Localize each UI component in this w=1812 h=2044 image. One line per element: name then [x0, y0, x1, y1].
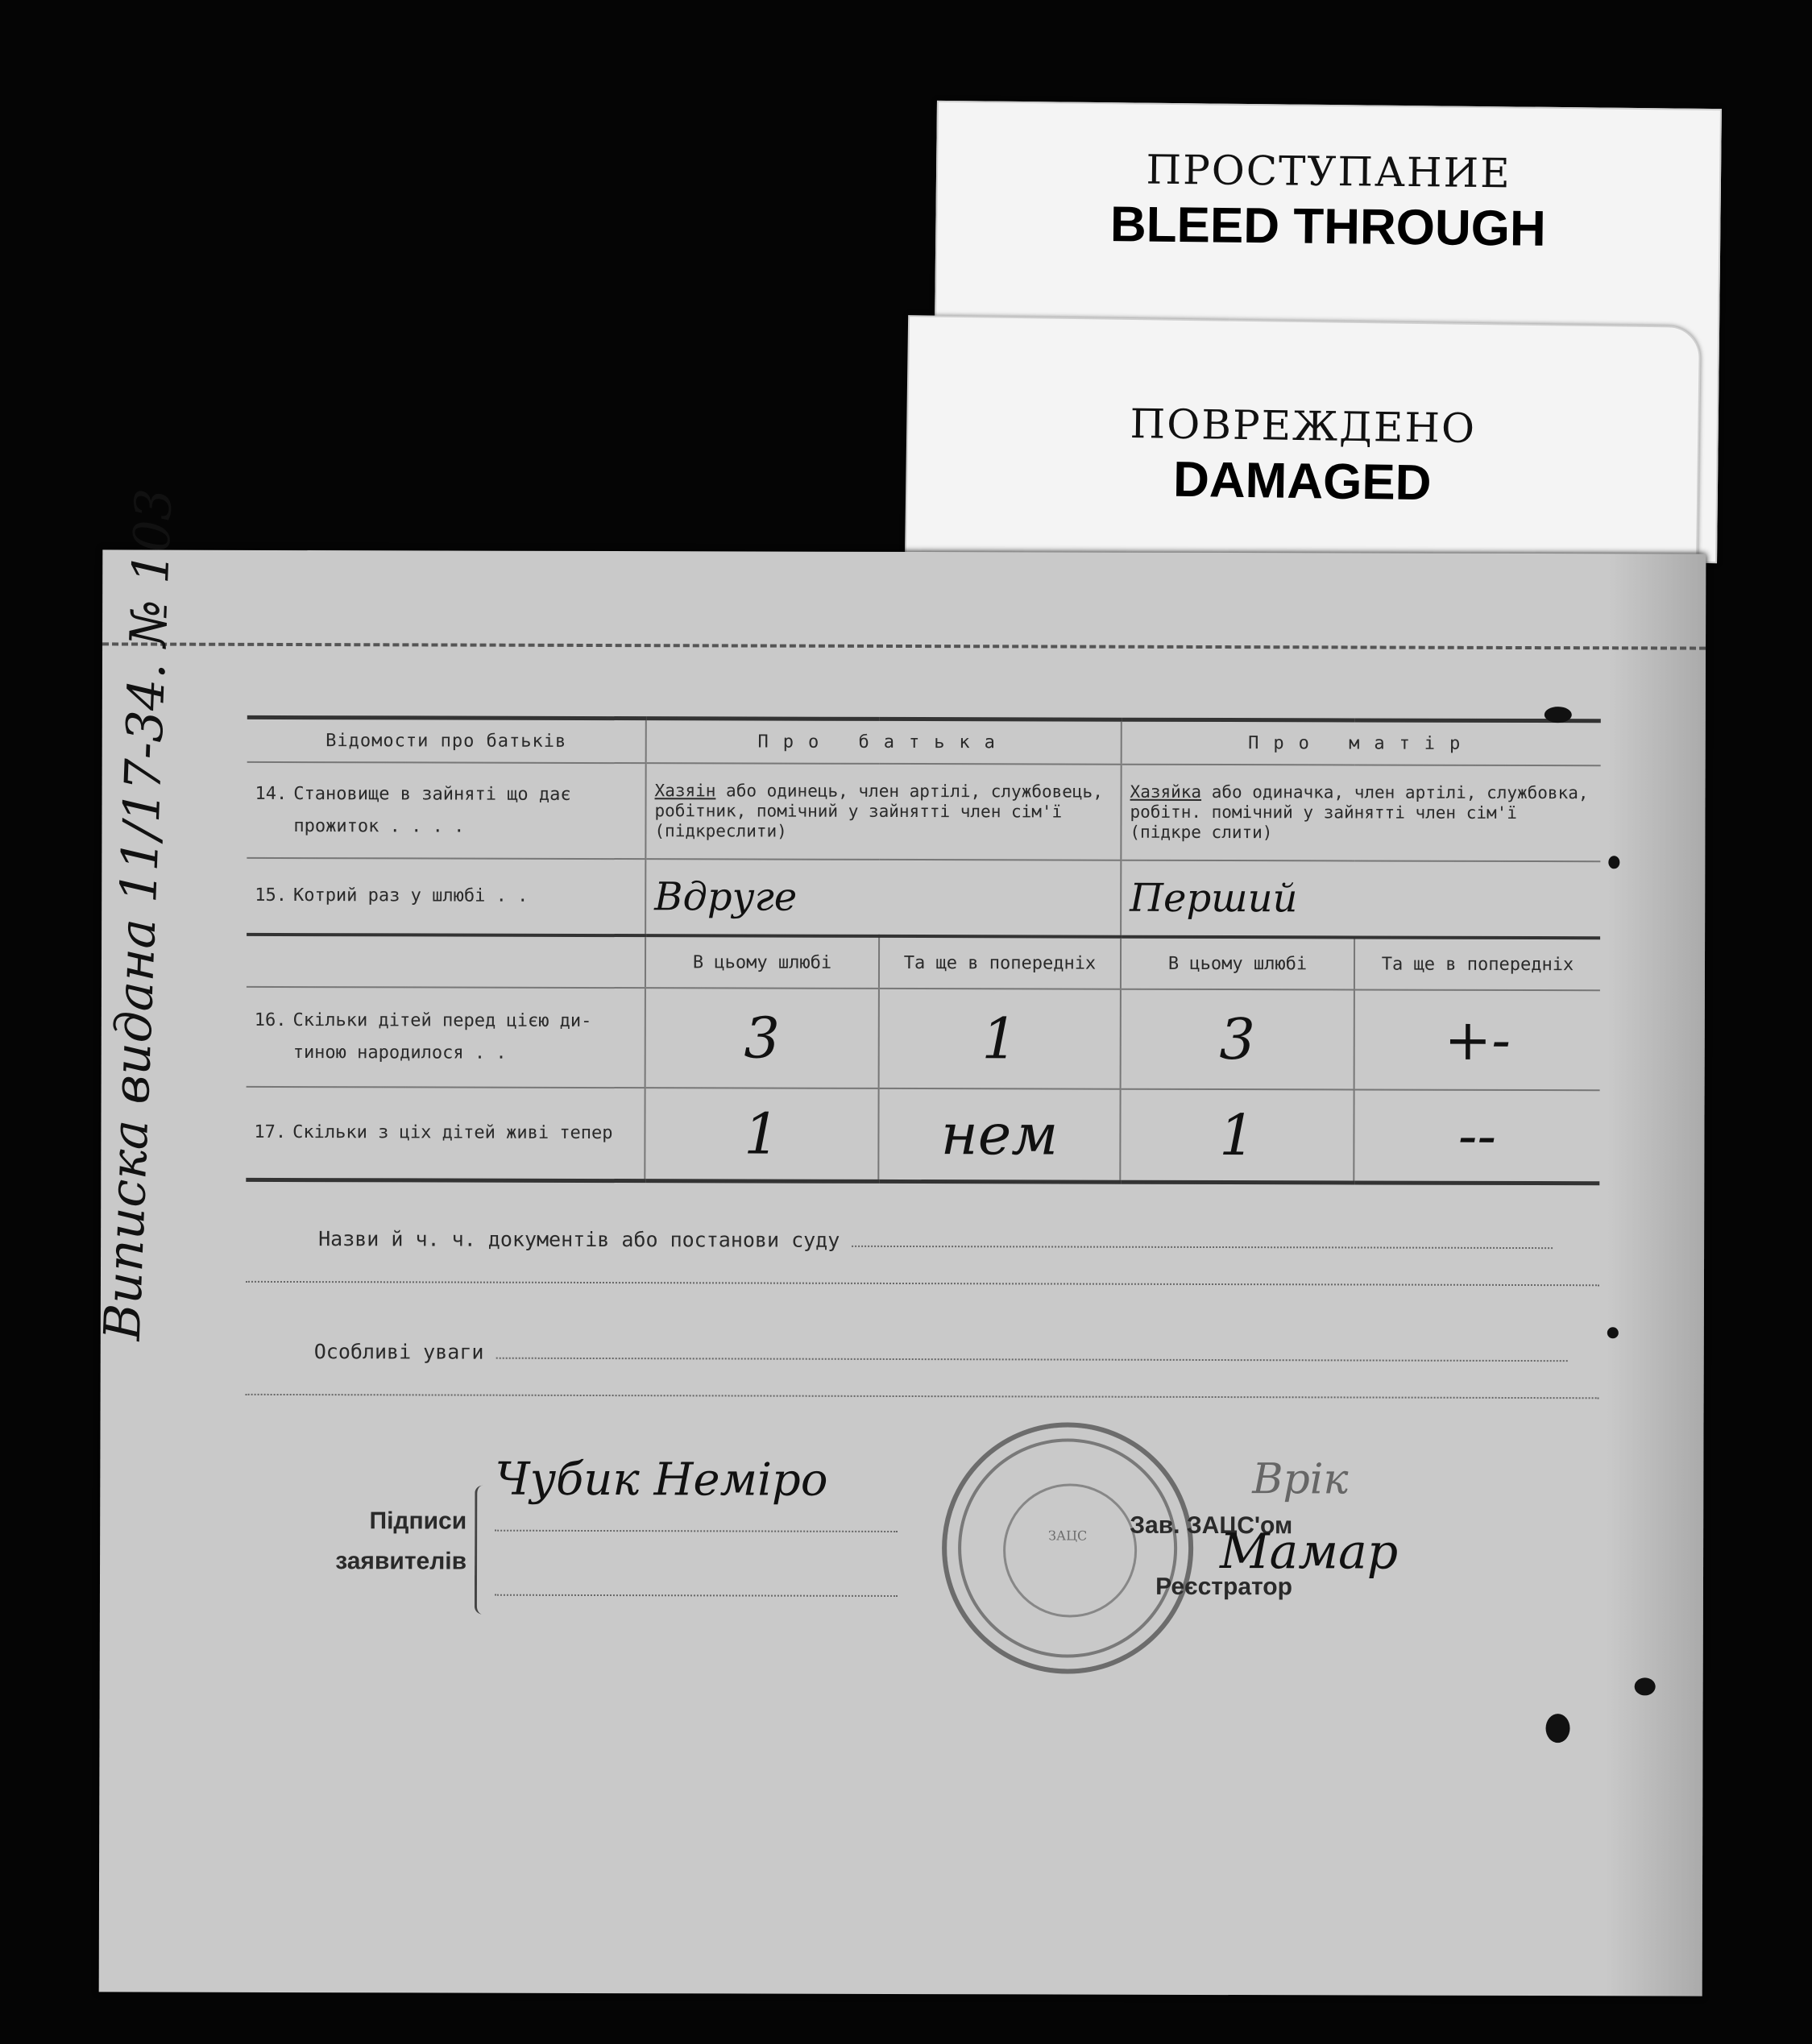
documents-dotted-line	[852, 1246, 1553, 1249]
table-subheader-row	[247, 935, 1600, 990]
registrar-label: Реєстратор	[1155, 1573, 1293, 1601]
subheader-mother-this: В цьому шлюбі	[1121, 937, 1354, 990]
damaged-en: DAMAGED	[1172, 451, 1432, 512]
documents-rule	[246, 1281, 1599, 1286]
row15-label-text: Котрий раз у шлюбі . .	[292, 885, 529, 906]
row16-mother-this: 3	[1121, 989, 1354, 1090]
row17-label-text: Скільки з ціх дітей живі тепер	[292, 1122, 613, 1144]
table-row-15	[247, 858, 1600, 938]
damaged-ru: ПОВРЕЖДЕНО	[1130, 400, 1477, 452]
header-mother: Про матір	[1122, 719, 1601, 765]
row15-label	[247, 858, 645, 935]
subheader-father-this: В цьому шлюбі	[645, 935, 879, 989]
row15-father-value: Вдруге	[645, 859, 1121, 937]
header-parents-info: Відомости про батьків	[247, 717, 646, 763]
table-row-14	[247, 762, 1600, 861]
documents-label: Назви й ч. ч. документів або постанови суду	[318, 1227, 840, 1252]
perforation-line	[102, 642, 1706, 649]
signatures-label	[289, 1501, 466, 1582]
page-edge-shading	[1606, 553, 1706, 1996]
paper-damage-spot	[1607, 1327, 1619, 1338]
signature-line-1	[495, 1530, 898, 1532]
row14-num: 14.	[255, 783, 288, 804]
seal-text: ЗАЦС	[1047, 1528, 1088, 1544]
row17-father-this: 1	[645, 1088, 878, 1181]
row16-father-this: 3	[645, 988, 879, 1088]
paper-damage-spot	[1545, 707, 1572, 723]
paper-damage-spot	[1608, 856, 1619, 869]
row17-num: 17.	[254, 1122, 287, 1142]
row14-label-line1: Становище в зайняті що дає	[293, 783, 571, 805]
subheader-empty	[247, 935, 645, 988]
documents-field	[246, 1227, 1599, 1286]
head-label: Зав. ЗАЦС'ом	[1130, 1511, 1293, 1540]
margin-note: Виписка видана 11/17-34. № 103	[92, 487, 184, 1342]
signatures-label-line2: заявителів	[335, 1548, 467, 1575]
row14-father-text: або одинець, член артілі, службовець, робітник, помічний у зайнятті член сім'ї (підкреслити)	[654, 781, 1103, 841]
signatures-label-line1: Підписи	[369, 1507, 467, 1535]
subheader-father-prev: Та ще в попередніх	[879, 936, 1121, 989]
signatures-brace	[475, 1486, 491, 1615]
paper-damage-spot	[1545, 1714, 1569, 1743]
registrar-handwritten-signature: Мамар	[1220, 1524, 1399, 1581]
row14-father-underlined: Хазяін	[654, 781, 716, 801]
row17-father-prev: нем	[878, 1088, 1120, 1182]
damaged-flag	[905, 315, 1701, 571]
row14-father	[645, 763, 1121, 860]
document-page	[92, 487, 1706, 1996]
table-header-row	[247, 717, 1601, 765]
row14-mother-underlined: Хазяйка	[1130, 782, 1202, 802]
notes-field	[246, 1340, 1599, 1399]
row17-mother-this: 1	[1120, 1089, 1354, 1183]
row15-num: 15.	[255, 885, 288, 906]
parents-info-table	[246, 715, 1601, 1185]
row17-label	[246, 1087, 645, 1181]
bleed-through-ru: ПРОСТУПАНИЕ	[1146, 146, 1511, 197]
row14-label	[247, 762, 645, 859]
row16-father-prev: 1	[879, 989, 1121, 1089]
row16-label-line2: тиною народилося . .	[292, 1043, 507, 1063]
row14-mother	[1121, 765, 1600, 862]
signature-line-2	[495, 1594, 898, 1597]
applicants-signatures	[289, 1453, 828, 1631]
row15-mother-value: Перший	[1121, 860, 1600, 939]
notes-label: Особливі уваги	[313, 1340, 484, 1364]
header-father: Про батька	[646, 719, 1122, 765]
row16-label	[247, 987, 645, 1088]
row16-mother-prev: +-	[1354, 989, 1600, 1090]
row17-mother-prev: --	[1354, 1089, 1599, 1183]
paper-damage-spot	[1635, 1677, 1656, 1695]
notes-rule	[246, 1394, 1599, 1399]
row16-label-line1: Скільки дітей перед цією ди-	[292, 1010, 592, 1031]
bleed-through-en: BLEED THROUGH	[1109, 197, 1547, 257]
table-row-16	[247, 987, 1600, 1090]
row14-mother-text: або одиначка, член артілі, службовка, робітн. помічний у зайнятті член сім'ї (підкре слити)	[1130, 782, 1589, 843]
head-handwritten-signature: Врік	[1252, 1455, 1349, 1504]
row14-label-line2: прожиток . . . .	[293, 815, 465, 837]
table-row-17	[246, 1087, 1599, 1184]
subheader-mother-prev: Та ще в попередніх	[1354, 937, 1600, 990]
notes-dotted-line	[496, 1358, 1568, 1362]
row16-num: 16.	[254, 1010, 287, 1030]
applicants-handwritten-signature: Чубик Неміро	[495, 1453, 828, 1507]
